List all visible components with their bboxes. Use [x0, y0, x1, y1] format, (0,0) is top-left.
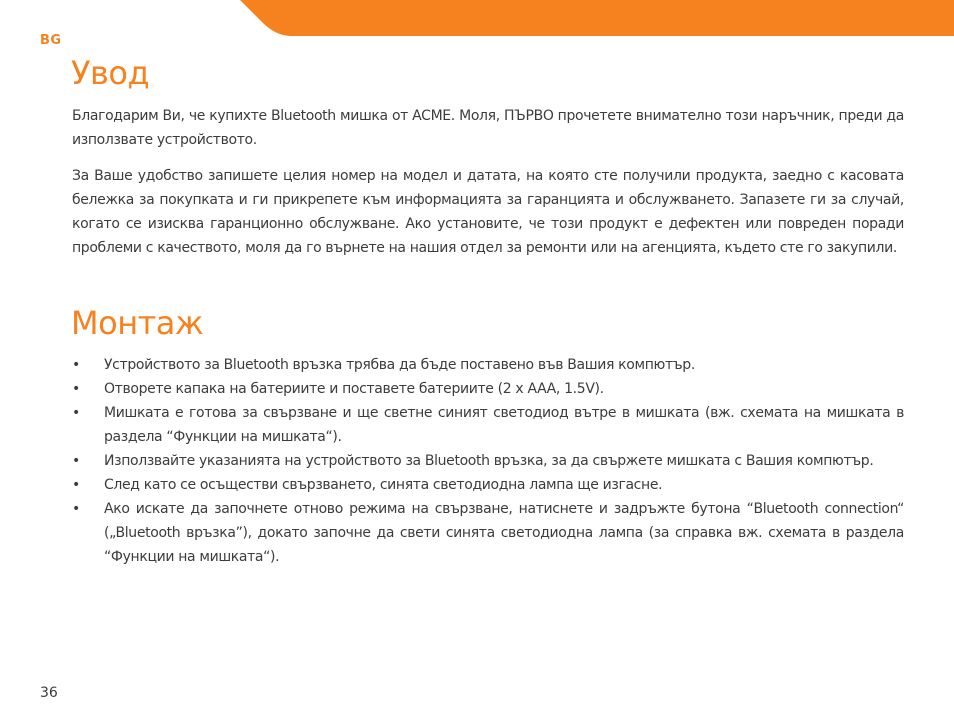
list-item	[72, 449, 904, 473]
bullet-icon: •	[72, 501, 80, 517]
intro-paragraph-1: Благодарим Ви, че купихте Bluetooth мишка от ACME. Моля, ПЪРВО прочетете внимателно този наръчник, преди да използвате устройството.	[72, 108, 904, 148]
install-title: Монтаж	[71, 304, 204, 342]
list-item	[72, 353, 904, 377]
list-item	[72, 473, 904, 497]
header-accent-band	[240, 0, 954, 36]
intro-paragraph-2: За Ваше удобство запишете целия номер на модел и датата, на която сте получили продукта, заедно с касовата бележка за покупката и ги прикрепете към информацията за гаранцията и обслужването. Запазете ги за случай, когато се изисква гаранционно обслужване. Ако установите, че този продукт е дефектен или повреден поради проблеми с качеството, моля да го върнете на нашия отдел за ремонти или на агенцията, където сте го закупили.	[72, 168, 904, 256]
bullet-icon: •	[72, 477, 80, 493]
list-item	[72, 377, 904, 401]
intro-title: Увод	[71, 54, 150, 92]
install-step-text: Устройството за Bluetooth връзка трябва да бъде поставено във Вашия компютър.	[104, 357, 695, 373]
list-item	[72, 497, 904, 569]
list-item	[72, 401, 904, 449]
bullet-icon: •	[72, 405, 80, 421]
page-number: 36	[40, 685, 58, 701]
language-code: BG	[40, 33, 62, 48]
bullet-icon: •	[72, 381, 80, 397]
install-step-text: Ако искате да започнете отново режима на свързване, натиснете и задръжте бутона “Bluetooth connection“ („Bluetooth връзка”), докато започне да свети синята светодиодна лампа (за справка вж. схемата в раздела “Функции на мишката“).	[104, 501, 904, 565]
install-step-text: Мишката е готова за свързване и ще светне синият светодиод вътре в мишката (вж. схемата на мишката в раздела “Функции на мишката“).	[104, 405, 904, 445]
install-step-text: След като се осъществи свързването, синята светодиодна лампа ще изгасне.	[104, 477, 663, 493]
install-step-text: Използвайте указанията на устройството за Bluetooth връзка, за да свържете мишката с Вашия компютър.	[104, 453, 874, 469]
install-steps-list	[72, 353, 904, 569]
bullet-icon: •	[72, 357, 80, 373]
bullet-icon: •	[72, 453, 80, 469]
install-step-text: Отворете капака на батериите и поставете батериите (2 x AAA, 1.5V).	[104, 381, 604, 397]
